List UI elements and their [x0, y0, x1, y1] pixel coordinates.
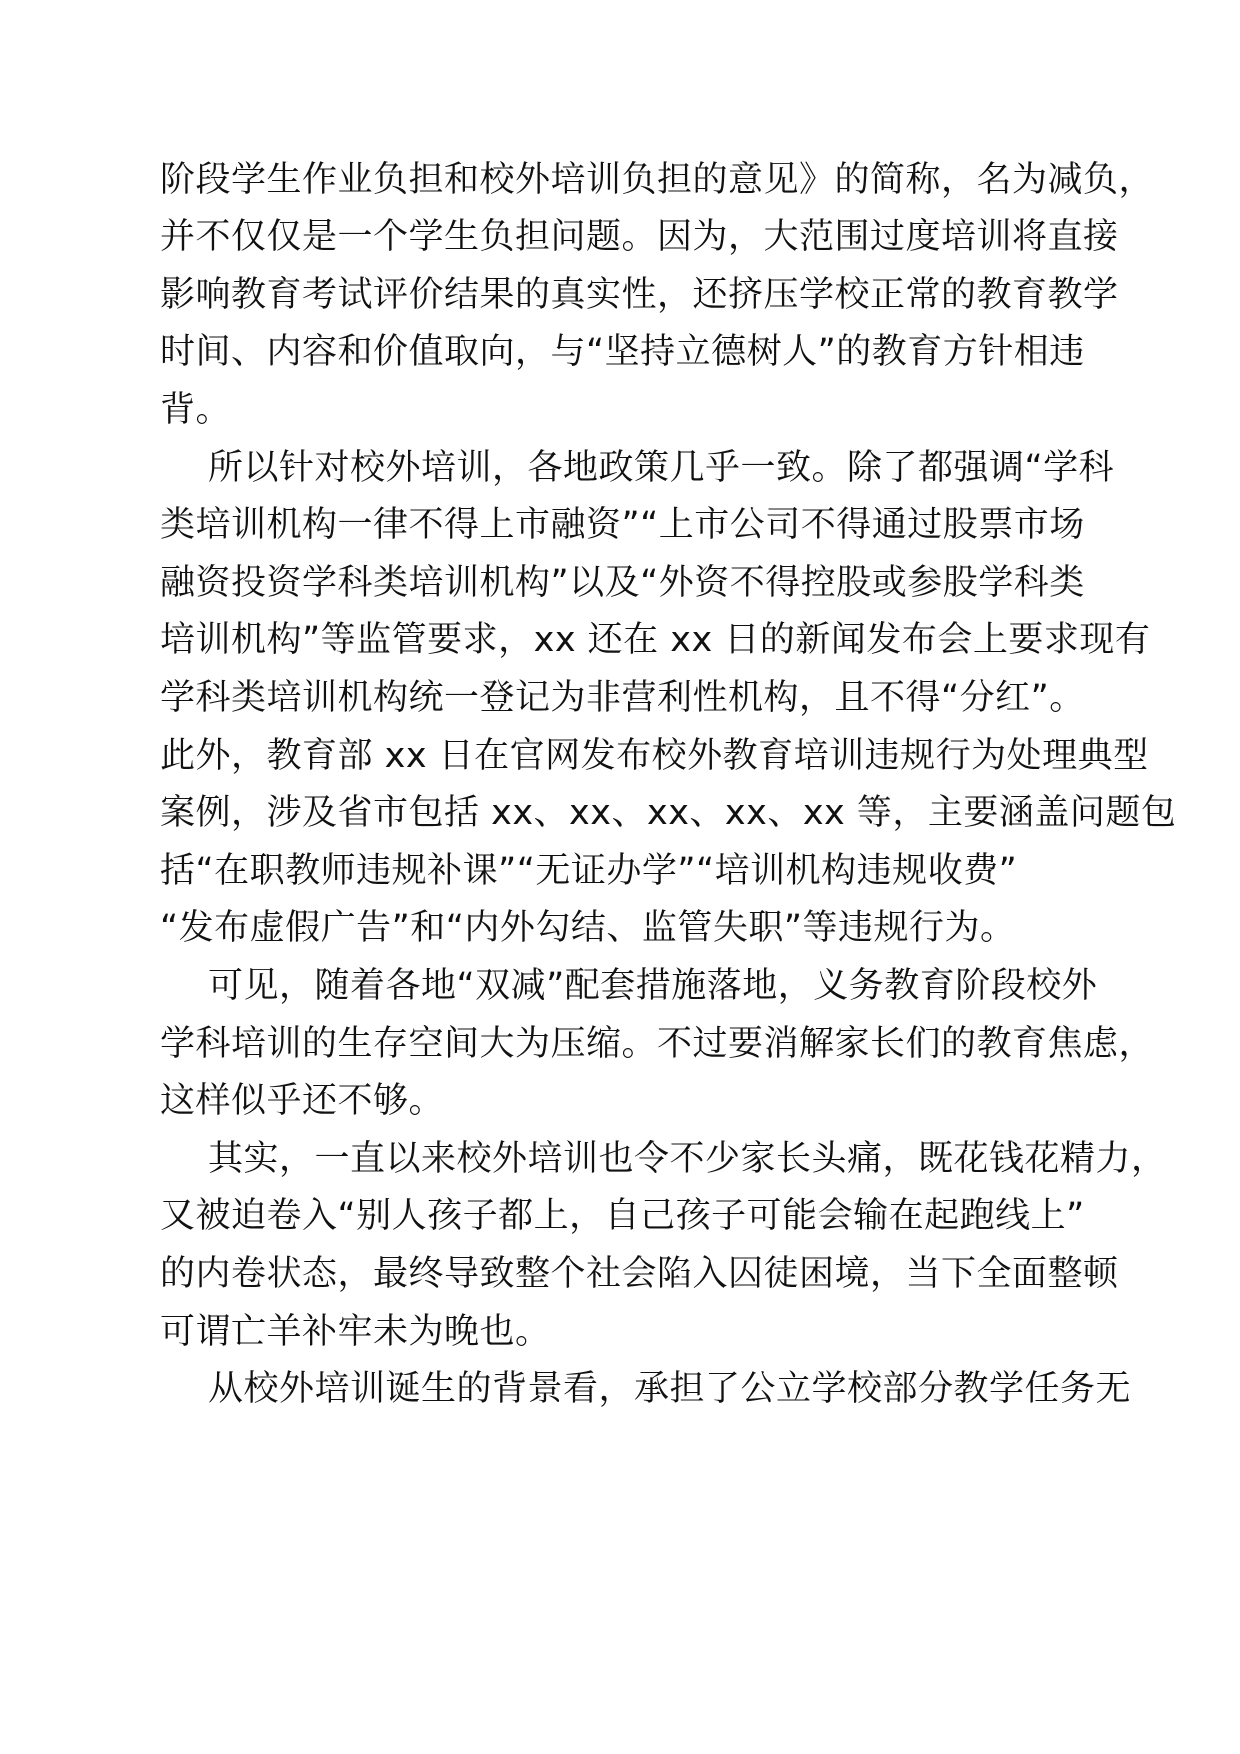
text-line: 括“在职教师违规补课”“无证办学”“培训机构违规收费”: [160, 851, 1018, 891]
text-line: 背。: [160, 390, 232, 430]
text-line: 类培训机构一律不得上市融资”“上市公司不得通过股票市场: [160, 505, 1085, 545]
text-line: 培训机构”等监管要求，xx 还在 xx 日的新闻发布会上要求现有: [160, 620, 1151, 660]
text-line: 融资投资学科类培训机构”以及“外资不得控股或参股学科类: [160, 563, 1085, 603]
text-line: 时间、内容和价值取向，与“坚持立德树人”的教育方针相违: [160, 332, 1085, 372]
text-line: 并不仅仅是一个学生负担问题。因为，大范围过度培训将直接: [160, 217, 1119, 257]
text-line: 学科培训的生存空间大为压缩。不过要消解家长们的教育焦虑，: [160, 1024, 1155, 1064]
text-line: 学科类培训机构统一登记为非营利性机构，且不得“分红”。: [160, 678, 1085, 718]
text-line: 可谓亡羊补牢未为晚也。: [160, 1312, 551, 1352]
text-line: 这样似乎还不够。: [160, 1081, 445, 1121]
text-line: 影响教育考试评价结果的真实性，还挤压学校正常的教育教学: [160, 275, 1119, 315]
text-line: 又被迫卷入“别人孩子都上，自己孩子可能会输在起跑线上”: [160, 1196, 1085, 1236]
text-line: 其实，一直以来校外培训也令不少家长头痛，既花钱花精力，: [208, 1139, 1167, 1179]
text-line: 案例，涉及省市包括 xx、xx、xx、xx、xx 等，主要涵盖问题包: [160, 793, 1177, 833]
text-line: 的内卷状态，最终导致整个社会陷入囚徒困境，当下全面整顿: [160, 1254, 1119, 1294]
text-line: 阶段学生作业负担和校外培训负担的意见》的简称，名为减负，: [160, 160, 1155, 200]
text-line: 从校外培训诞生的背景看，承担了公立学校部分教学任务无: [208, 1369, 1132, 1409]
text-line: “发布虚假广告”和“内外勾结、监管失职”等违规行为。: [160, 908, 1016, 948]
text-line: 此外，教育部 xx 日在官网发布校外教育培训违规行为处理典型: [160, 736, 1149, 776]
text-line: 可见，随着各地“双减”配套措施落地，义务教育阶段校外: [208, 966, 1098, 1006]
text-line: 所以针对校外培训，各地政策几乎一致。除了都强调“学科: [208, 448, 1115, 488]
